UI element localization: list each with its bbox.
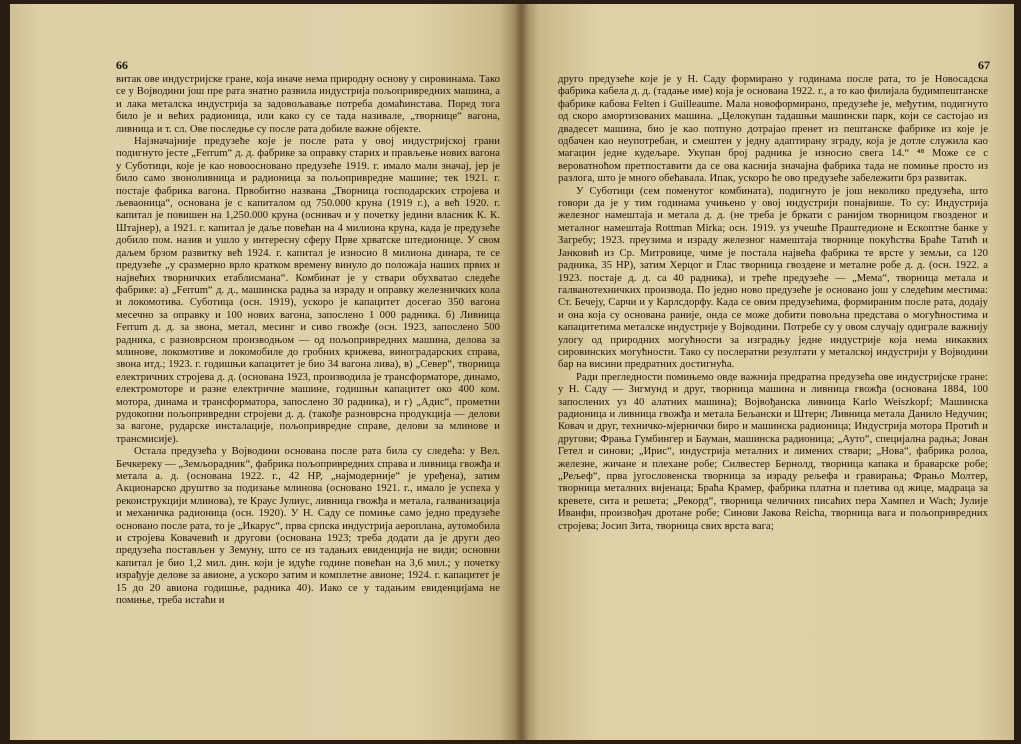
paragraph: друго предузеће које је у Н. Саду формирано у годинама после рата, то је Новосадска фабрика кабела д. д. (тадање име) која је основана 1922. г., а то као филијала будимпештанске фабрике кабова Felten i Guilleaume. Мала новоформирано, предузеће је, међутим, подигнуто од скоро амортизованих машина. „Целокупан тадашњи машински парк, који се састојао из двадесет машина, био је као потпуно дотрајао пренет из пештанске фабрике из које је одбачен као неупотребан, и смештен у једну адаптирану зграду, која је дотле служила као магацин једне кудељаре. Укупан број радника је износио свега 14.“ ⁴⁸ Може се с вероватноћом претпоставити да се ова каснија значајна фабрика тада не помиње просто из разлога, што је много обећавала. Ипак, ускоро ће ово предузеће забележити брз развитак. [558, 74, 988, 185]
book-spine [515, 4, 529, 740]
left-page [10, 4, 520, 740]
paragraph: Остала предузећа у Војводини основана после рата била су следећа: у Вел. Бечкереку — „Земљорадник“, фабрика пољопривредних справа и ливница гвожђа и метала а. д. (основана 1922. г., 42 HP, „најмодерније“ је уређена), затим Акционарско друштво за подизање млинова (основано 1921. г., имало је успеха у реконструкцији млинова), те Краус Јулиус, ливница гвожђа и метала, галванизација и механичка радионица (осн. 1920). У Н. Саду се помиње само једно предузеће основано после рата, то је „Икарус“, прва српска индустрија аероплана, аутомобила и стројева Ковачевић и другови (основана 1923; треба додати да је други део предузећа постављен у Земуну, што се из тадањих евиденција не види; основни капитал је био 1,2 мил. дин. који је идуће године повећан на 3,6 мил.; у почетку израђује делове за авионе, а ускоро затим и комплетне авионе; 1924. г. капацитет је 15 до 20 авиона годишње, радника 40). Иако се у тадањим евиденцијама не помиње, треба истаћи и [116, 446, 500, 607]
page-number: 66 [116, 58, 128, 72]
page-body [116, 74, 500, 607]
page-number: 67 [978, 58, 990, 72]
paragraph: У Суботици (сем поменутог комбината), подигнуто је још неколико предузећа, што говори да је у тим годинама учињено у овој индустрији понајвише. То су: Индустрија железног намештаја и метала д. д. (не треба је бркати с ранијом творницом гвозденог и металног намештаја Rottman Mirka; осн. 1919. уз учешће Праштедионе и Ескоптне банке у Загребу; 1923. преузима и израду железног намештаја творнице покућства Браће Татић и Јанковић из Ср. Митровице, чиме је постала највећа фабрика те врсте у земљи, са 120 радника, 35 HP), затим Херцог и Глас творница гвоздене и металне робе д. д. (осн. 1922. а 1923. постаје д. д. са 40 радника), и треће предузеће — „Мема“, творница метала и галванотехничких производа. По једно ново предузеће је основано још у следећим местима: Ст. Бечеју, Сарчи и у Карлсдорфу. Када се овим предузећима, формираним после рата, додају и она која су основана раније, онда се може добити повољна представа о могућностима и капацитетима металске индустрије у Војводини. Потребе су у овом случају одиграле важнију улогу од природних могућности за изградњу једне индустрије која нема никаквих сировинских могућности. Тако су послератни резултати у металској индустрији у Војводини бар на висини предратних достигнућа. [558, 185, 988, 371]
book-spread [10, 4, 1014, 740]
right-page [520, 4, 1014, 740]
paragraph: витак ове индустријске гране, која иначе нема природну основу у сировинама. Тако се у Војводини још пре рата знатно развила индустрија пољопривредних машина, а и лака металска индустрија за задовољавање потреба домаћинстава. Поред тога било је и већих радионица, или како су се тада називале, „творнице“ вагона, ливница и т. сл. Ове последње су после рата добиле важне објекте. [116, 74, 500, 135]
page-body [558, 74, 988, 533]
paragraph: Ради прегледности помињемо овде важнија предратна предузећа ове индустријске гране: у Н. Саду — Зигмунд и друг, творница машина и ливница гвожђа (основана 1884, 100 запослених уз 40 алатних машина); Војвођанска ливница Karlo Weiszkopf; Машинска радионица и ливница гвожђа и метала Бељански и Штерн; Ливница метала Данило Недучин; Ковач и друг, техничко-мјернички биро и машинска радионица; Индустрија мотора Протић и другови; Фрања Гумбингер и Бауман, машинска радионица; „Ауто“, специјална радња; Јован Гетел и синови; „Ирис“, индустрија металних и лимених ствари; „Нова“, фабрика ролоа, железне, жичане и плехане робе; Силвестер Бернолд, творница капака и браварске робе; „Рељеф“, прва југословенска творница за израду рељефа и гравирања; Фрањо Молтер, творница металних вијенаца; Браћа Крамер, фабрика платна и плетива од жице, мадраца за кревете, сита и решета; „Рекорд“, творница челичних писаћих пера Хампел и Wach; Јулије Иванфи, произвођач дротане робе; Синови Јакова Reicha, творница вага и пољопривредних стројева; Јосип Зита, творница свих врста вага; [558, 371, 988, 532]
paragraph: Најзначајније предузеће које је после рата у овој индустријској грани подигнуто јесте „Ferrum“ д. д. фабрике за оправку старих и прављење нових вагона у Суботици, које је као новоосновано предузеће 1919. г. имало мали значај, јер је било само звоноливница и радионица за пољопривредне машине; тек 1921. г. постаје фабрика вагона. Првобитно названа „Творница господарских стројева и љеваоница“, основана је с капиталом од 750.000 круна (1919 г.), а већ 1920. г. капитал је повишен на 1,250.000 круна (оснивач и у почетку једини власник К. К. Штајнер), а 1921. г. капитал је даље повећан на 4 милиона круна, када је предузеће добило пом. назив и ушло у интересну сферу Прве хрватске штедионице. У свом даљем брзом развитку већ 1924. г. капитал је износио 8 милиона динара, те се предузеће „у сразмерно врло кратком времену винуло до положаја наших првих и највећих творничких етаблисмана“. Комбинат је у ствари обухватао следеће фабрике: а) „Ferrum“ д. д., машинска радња за израду и оправку железничких кола и локомотива. Суботица (осн. 1919), ускоро је капацитет досегао 350 вагона месечно за оправку и 100 нових вагона, запослено 1 000 радника. б) Ливница Ferrum д. д. за звона, метал, месинг и сиво гвожђе (осн. 1923, запослено 500 радника, с разноврсном производњом — од пољопривредних машина, делова за млинове, локомотиве и локомобиле до гробних крижева, виноградарских справа, звона итд.; 1923. г. годишњи капацитет је био 34 вагона ливa), в) „Север“, творница електричних стројева д. д. (основана 1923, производила је трансформаторе, динамо, електромоторе и разне електричне машине, годишњи капацитет око 400 ком. мотора, динама и трансформатора, запослено 30 радника), и г) „Адис“, прометни рудокопни пољопривредни стројеви д. д. (такође разноврсна продукција — делови за вагоне, рударске инсталације, пољопривредне справе, делови за млинове и трансмисије). [116, 136, 501, 445]
